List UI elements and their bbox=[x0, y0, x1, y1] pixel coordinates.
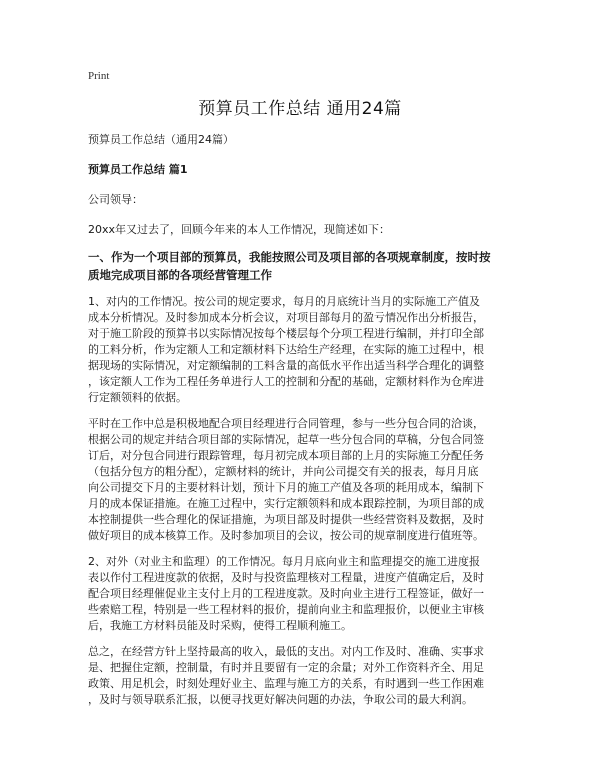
greeting: 公司领导： bbox=[88, 193, 143, 206]
heading-line: 一、作为一个项目部的预算员，我能按照公司及项目部的各项规章制度，按时按 bbox=[88, 250, 491, 264]
intro-line: 20xx年又过去了，回顾今年来的本人工作情况，现简述如下： bbox=[88, 223, 391, 236]
paragraph-line: 平时在工作中总是积极地配合项目经理进行合同管理，参与一些分包合同的洽谈， bbox=[88, 417, 484, 430]
paragraph-line: 行定额领料的依据。 bbox=[88, 391, 187, 404]
paragraph-line: 总之，在经营方针上坚持最高的收入，最低的支出。对内工作及时、准确、实事求 bbox=[88, 645, 484, 658]
paragraph-line: ，及时与领导联系汇报，以便寻找更好解决问题的办法，争取公司的最大利润。 bbox=[88, 693, 473, 706]
paragraph-line: 对于施工阶段的预算书以实际情况按每个楼层每个分项工程进行编制，并打印全部 bbox=[88, 327, 484, 340]
heading-line: 质地完成项目部的各项经营管理工作 bbox=[88, 268, 272, 282]
paragraph-line: 的工料分析，作为定额人工和定额材料下达给生产经理，在实际的施工过程中，根 bbox=[88, 343, 484, 356]
paragraph-internal-work bbox=[88, 294, 520, 406]
paragraph-line: （包括分包方的粗分配），定额材料的统计，并向公司提交有关的报表，每月月底 bbox=[88, 465, 479, 478]
paragraph-line: 配合项目经理催促业主支付上月的工程进度款。及时向业主进行工程签证，做好一 bbox=[88, 587, 484, 600]
paragraph-line: 表以作付工程进度款的依据，及时与投资监理核对工程量，进度产值确定后，及时 bbox=[88, 571, 484, 584]
paragraph-line: 成本分析情况。及时参加成本分析会议，对项目部每月的盈亏情况作出分析报告， bbox=[88, 311, 484, 324]
paragraph-line: 后，我施工方材料员能及时采购，使得工程顺利施工。 bbox=[88, 619, 352, 632]
paragraph-line: 些索赔工程，特别是一些工程材料的报价，提前向业主和监理报价，以便业主审核 bbox=[88, 603, 484, 616]
paragraph-line: 向公司提交下月的主要材料计划，预计下月的施工产值及各项的耗用成本，编制下 bbox=[88, 481, 484, 494]
paragraph-line: 订后，对分包合同进行跟踪管理，每月初完成本项目部的上月的实际施工分配任务 bbox=[88, 449, 484, 462]
document-subtitle: 预算员工作总结（通用24篇） bbox=[88, 133, 234, 146]
paragraph-line: 月的成本保证措施。在施工过程中，实行定额领料和成本跟踪控制，为项目部的成 bbox=[88, 497, 484, 510]
paragraph-line: 2、对外（对业主和监理）的工作情况。每月月底向业主和监理提交的施工进度报 bbox=[88, 555, 480, 568]
section-title: 预算员工作总结 篇1 bbox=[88, 163, 188, 176]
paragraph-line: 根据公司的规定并结合项目部的实际情况，起草一些分包合同的草稿，分包合同签 bbox=[88, 433, 484, 446]
document-body bbox=[88, 132, 520, 708]
paragraph-line: 本控制提供一些合理化的保证措施，为项目部及时提供一些经营资料及数据，及时 bbox=[88, 513, 484, 526]
paragraph-line: 1、对内的工作情况。按公司的规定要求，每月的月底统计当月的实际施工产值及 bbox=[88, 295, 480, 308]
heading-one bbox=[88, 248, 520, 284]
paragraph-line: 政策、用足机会，时刻处理好业主、监理与施工方的关系，有时遇到一些工作困难 bbox=[88, 677, 484, 690]
paragraph-line: 做好项目的成本核算工作。及时参加项目的会议，按公司的规章制度进行值班等。 bbox=[88, 529, 484, 542]
document-title: 预算员工作总结 通用24篇 bbox=[198, 99, 402, 119]
paragraph-summary bbox=[88, 644, 520, 708]
paragraph-line: ，该定额人工作为工程任务单进行人工的控制和分配的基础，定额材料作为仓库进 bbox=[88, 375, 484, 388]
paragraph-contract-management bbox=[88, 416, 520, 544]
paragraph-line: 是、把握住定额，控制量，有时并且要留有一定的余量；对外工作资料齐全、用足 bbox=[88, 661, 484, 674]
paragraph-line: 据现场的实际情况，对定额编制的工料含量的高低水平作出适当科学合理化的调整 bbox=[88, 359, 484, 372]
paragraph-external-work bbox=[88, 554, 520, 634]
print-label: Print bbox=[88, 70, 110, 82]
